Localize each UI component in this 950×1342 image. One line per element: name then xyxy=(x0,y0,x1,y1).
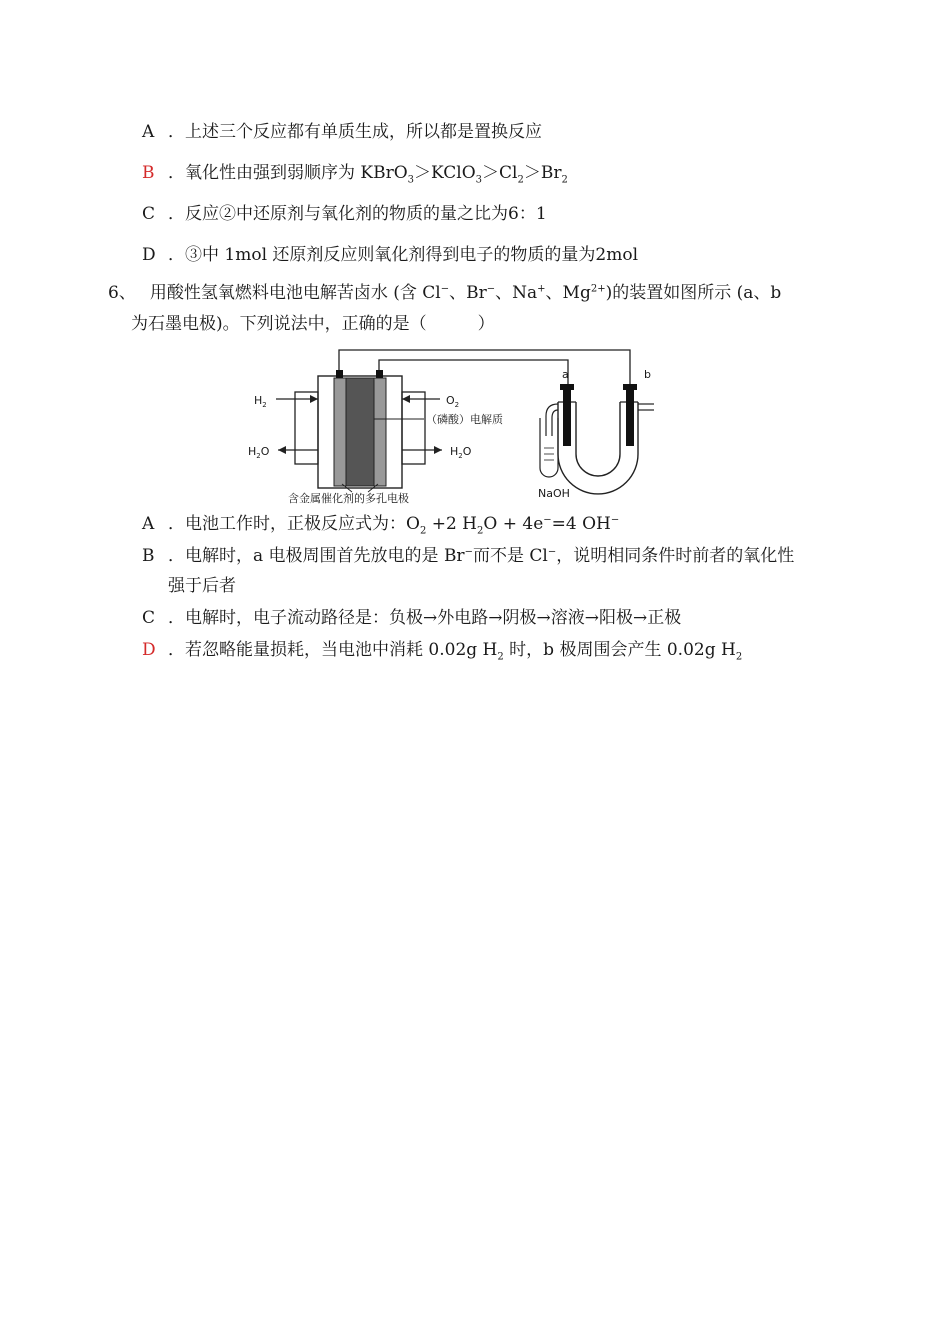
option-c xyxy=(142,607,681,629)
question-6-stem-line2: 为石墨电极)。下列说法中，正确的是（ ） xyxy=(131,314,495,334)
electrode-b xyxy=(626,388,634,446)
option-letter: B xyxy=(142,163,155,183)
label-h2o-right: $H_2O$ xyxy=(450,445,472,460)
option-letter: A xyxy=(142,122,155,142)
label-b: b xyxy=(644,368,651,381)
electrolysis-diagram xyxy=(240,344,660,508)
electrolyte xyxy=(346,378,374,486)
label-porous-electrode: 含金属催化剂的多孔电极 xyxy=(288,492,409,505)
naoh-test-tube xyxy=(540,418,558,477)
option-letter: D xyxy=(142,640,156,660)
label-electrolyte: （磷酸）电解质 xyxy=(426,413,503,426)
electrode-a xyxy=(563,388,571,446)
porous-electrode-right xyxy=(374,378,386,486)
question-6-stem xyxy=(108,282,781,304)
option-letter: A xyxy=(142,514,155,534)
option-text: ．电池工作时，正极反应式为：$O_2 +2$ $H_2O + 4e^-=4$ OH− xyxy=(168,514,620,537)
label-h2: $H_2$ xyxy=(254,394,267,409)
option-c-prev xyxy=(142,203,547,225)
label-h2o-left: $H_2O$ xyxy=(248,445,270,460)
question-number: 6、 xyxy=(108,283,136,303)
label-o2: $O_2$ xyxy=(446,394,460,409)
option-b xyxy=(142,545,794,567)
option-b-continuation: 强于后者 xyxy=(168,576,236,596)
option-text: ．氧化性由强到弱顺序为 $KBrO_3>KClO_3>Cl_2>Br_2$ xyxy=(168,163,568,186)
option-text: ．若忽略能量损耗，当电池中消耗 0.02g $H_2$ 时，b 极周围会产生 0.02g $H_2$ xyxy=(168,640,743,663)
label-naoh: NaOH xyxy=(538,487,570,500)
label-a: a xyxy=(562,368,569,381)
wire-right xyxy=(379,360,568,388)
option-text: ．③中 1mol 还原剂反应则氧化剂得到电子的物质的量为2mol xyxy=(168,245,639,265)
option-text: ．电解时，a 电极周围首先放电的是 Br−而不是 Cl−，说明相同条件时前者的氧化性 xyxy=(168,546,795,566)
option-letter: C xyxy=(142,204,156,224)
option-text: ．反应②中还原剂与氧化剂的物质的量之比为6：1 xyxy=(168,204,547,224)
option-letter: D xyxy=(142,245,156,265)
option-text: ．上述三个反应都有单质生成，所以都是置换反应 xyxy=(168,122,542,142)
option-letter: B xyxy=(142,546,155,566)
option-letter: C xyxy=(142,608,156,628)
option-b-prev xyxy=(142,162,568,184)
option-a xyxy=(142,513,619,535)
option-a-prev xyxy=(142,121,542,143)
option-d-prev xyxy=(142,244,638,266)
question-stem: 用酸性氢氧燃料电池电解苦卤水 (含 Cl−、Br−、Na+、$Mg^{2+}$)的装置如图所示 (a、b xyxy=(149,283,782,303)
porous-electrode-left xyxy=(334,378,346,486)
option-text: ．电解时，电子流动路径是：负极→外电路→阴极→溶液→阳极→正极 xyxy=(168,608,682,628)
option-d xyxy=(142,639,742,661)
